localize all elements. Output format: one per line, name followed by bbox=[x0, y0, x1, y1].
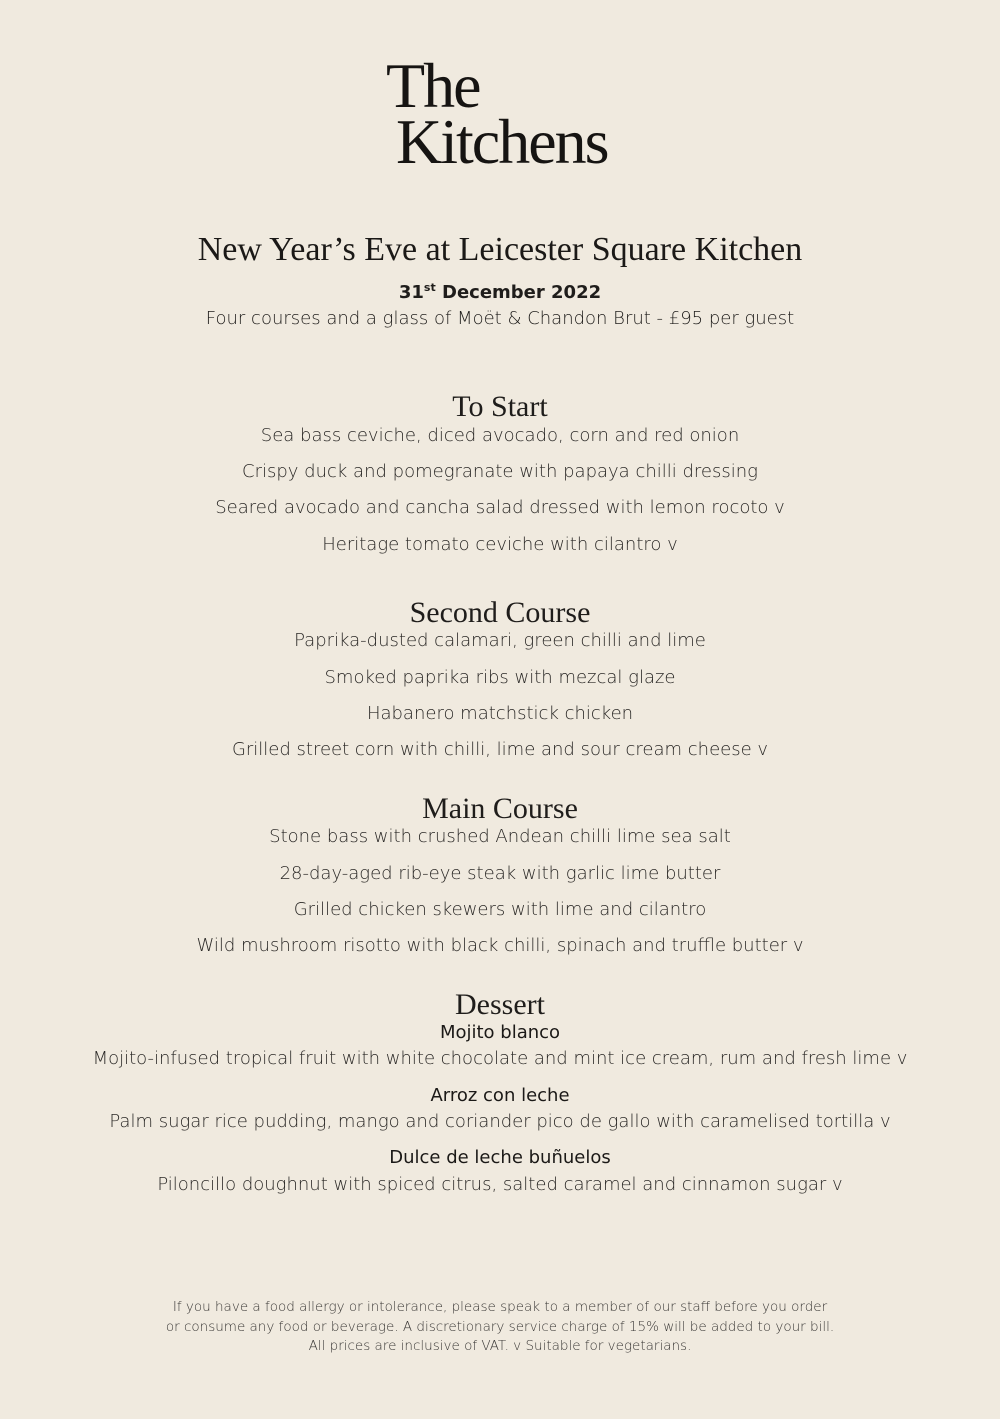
menu-item: Smoked paprika ribs with mezcal glaze bbox=[324, 667, 676, 688]
menu-item: Crispy duck and pomegranate with papaya chilli dressing bbox=[242, 461, 758, 482]
dessert-name: Dulce de leche buñuelos bbox=[389, 1147, 611, 1168]
menu-item: Seared avocado and cancha salad dressed with lemon rocoto v bbox=[215, 497, 785, 518]
menu-item: Sea bass ceviche, diced avocado, corn and red onion bbox=[260, 425, 740, 446]
footer-line: If you have a food allergy or intolerance, please speak to a member of our staff before you order bbox=[172, 1299, 828, 1315]
section-title-main-course: Main Course bbox=[422, 792, 578, 825]
event-offer: Four courses and a glass of Moët & Chandon Brut - £95 per guest bbox=[205, 308, 795, 329]
menu-item: 28-day-aged rib-eye steak with garlic lime butter bbox=[279, 863, 721, 884]
menu-item: Heritage tomato ceviche with cilantro v bbox=[322, 534, 678, 555]
footer-line: All prices are inclusive of VAT. v Suitable for vegetarians. bbox=[308, 1338, 692, 1354]
event-date-suffix: st bbox=[423, 281, 436, 294]
menu-item: Habanero matchstick chicken bbox=[366, 703, 634, 724]
brand-logo-line-2: Kitchens bbox=[396, 106, 608, 177]
section-title-second-course: Second Course bbox=[409, 596, 591, 629]
brand-logo bbox=[386, 50, 608, 177]
event-date-rest: December 2022 bbox=[435, 282, 602, 303]
event-date bbox=[0, 281, 1000, 305]
section-title-to-start: To Start bbox=[452, 390, 548, 423]
footer-line: or consume any food or beverage. A discretionary service charge of 15% will be added to your bill. bbox=[165, 1318, 835, 1335]
section-title-dessert: Dessert bbox=[455, 988, 545, 1021]
menu-item: Grilled street corn with chilli, lime and sour cream cheese v bbox=[231, 739, 769, 760]
event-title: New Year’s Eve at Leicester Square Kitchen bbox=[197, 231, 803, 268]
brand-logo-line-1: The bbox=[386, 50, 480, 121]
dessert-description: Palm sugar rice pudding, mango and coriander pico de gallo with caramelised tortilla v bbox=[109, 1111, 891, 1132]
menu-item: Grilled chicken skewers with lime and cilantro bbox=[293, 899, 707, 920]
dessert-description: Mojito-infused tropical fruit with white chocolate and mint ice cream, rum and fresh lime v bbox=[92, 1048, 908, 1069]
menu-item: Paprika-dusted calamari, green chilli and lime bbox=[294, 630, 706, 651]
dessert-description: Piloncillo doughnut with spiced citrus, salted caramel and cinnamon sugar v bbox=[157, 1174, 843, 1195]
dessert-name: Arroz con leche bbox=[430, 1085, 570, 1106]
event-date-day: 31 bbox=[398, 282, 424, 303]
menu-item: Wild mushroom risotto with black chilli, spinach and truffle butter v bbox=[196, 935, 804, 956]
footer-notice bbox=[0, 1298, 1000, 1357]
dessert-name: Mojito blanco bbox=[439, 1022, 561, 1043]
menu-item: Stone bass with crushed Andean chilli lime sea salt bbox=[269, 826, 731, 847]
